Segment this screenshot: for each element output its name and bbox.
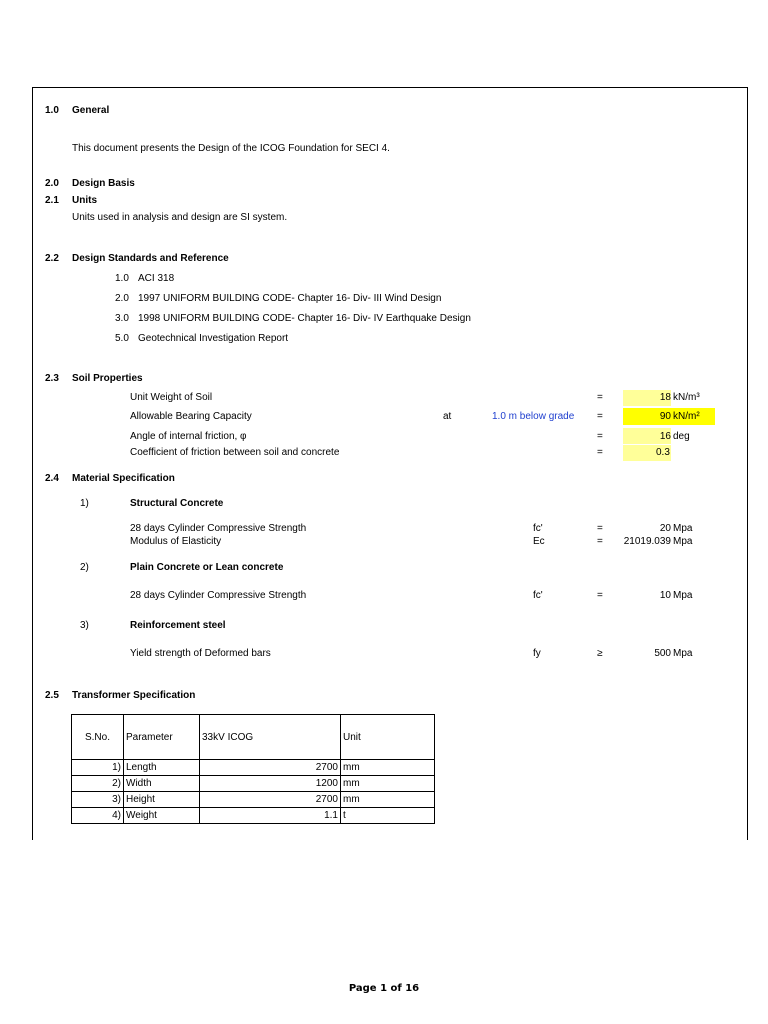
greater-equal-sign: ≥ — [597, 648, 603, 659]
material-value: 20 — [659, 523, 671, 534]
table-cell: mm — [341, 776, 435, 792]
section-number: 1.0 — [45, 105, 59, 116]
soil-label: Unit Weight of Soil — [130, 392, 213, 403]
table-cell: 3) — [72, 792, 124, 808]
material-unit: Mpa — [673, 648, 693, 659]
equals-sign: = — [597, 590, 603, 601]
standard-num: 5.0 — [115, 333, 129, 344]
table-header-row — [72, 715, 435, 760]
group-title: Reinforcement steel — [130, 620, 226, 631]
table-cell: 1.1 — [200, 808, 341, 824]
column-header: 33kV ICOG — [200, 715, 341, 760]
standard-text: 1998 UNIFORM BUILDING CODE- Chapter 16- Div- IV Earthquake Design — [138, 313, 471, 324]
soil-value: 90 — [659, 411, 671, 422]
material-symbol: fy — [533, 648, 541, 659]
table-cell: 1) — [72, 760, 124, 776]
table-cell: Weight — [124, 808, 200, 824]
soil-label: Coefficient of friction between soil and concrete — [130, 447, 340, 458]
material-value: 500 — [654, 648, 671, 659]
table-row — [72, 760, 435, 776]
standard-text: 1997 UNIFORM BUILDING CODE- Chapter 16- Div- III Wind Design — [138, 293, 442, 304]
section-title-material: Material Specification — [72, 473, 175, 484]
soil-unit: kN/m³ — [673, 392, 700, 403]
table-cell: t — [341, 808, 435, 824]
equals-sign: = — [597, 523, 603, 534]
table-cell: Width — [124, 776, 200, 792]
material-label: Modulus of Elasticity — [130, 536, 222, 547]
section-title-standards: Design Standards and Reference — [72, 253, 229, 264]
table-cell: 4) — [72, 808, 124, 824]
column-header: Unit — [341, 715, 435, 760]
group-title: Structural Concrete — [130, 498, 224, 509]
table-cell: Height — [124, 792, 200, 808]
soil-unit: kN/m² — [673, 411, 700, 422]
standard-text: ACI 318 — [138, 273, 175, 284]
group-number: 2) — [80, 562, 89, 573]
depth-note: 1.0 m below grade — [492, 411, 575, 422]
group-number: 1) — [80, 498, 89, 509]
table-cell: 2) — [72, 776, 124, 792]
table-row — [72, 808, 435, 824]
section-title-general: General — [72, 105, 110, 116]
material-symbol: Ec — [533, 536, 545, 547]
table-cell: 2700 — [200, 792, 341, 808]
column-header: S.No. — [72, 715, 124, 760]
table-cell: mm — [341, 760, 435, 776]
material-value: 21019.039 — [623, 536, 671, 547]
general-text: This document presents the Design of the ICOG Foundation for SECI 4. — [72, 143, 390, 154]
standard-num: 1.0 — [115, 273, 129, 284]
soil-value: 0.3 — [656, 447, 670, 458]
soil-value: 18 — [659, 392, 671, 403]
section-title-transformer: Transformer Specification — [72, 690, 196, 701]
standard-num: 2.0 — [115, 293, 129, 304]
equals-sign: = — [597, 392, 603, 403]
soil-label: Allowable Bearing Capacity — [130, 411, 252, 422]
section-number: 2.5 — [45, 690, 59, 701]
equals-sign: = — [597, 536, 603, 547]
table-row — [72, 776, 435, 792]
material-label: Yield strength of Deformed bars — [130, 648, 271, 659]
section-number: 2.1 — [45, 195, 59, 206]
column-header: Parameter — [124, 715, 200, 760]
material-label: 28 days Cylinder Compressive Strength — [130, 523, 307, 534]
units-text: Units used in analysis and design are SI system. — [72, 212, 288, 223]
section-number: 2.3 — [45, 373, 59, 384]
section-number: 2.2 — [45, 253, 59, 264]
table-cell: mm — [341, 792, 435, 808]
material-symbol: fc' — [533, 590, 543, 601]
table-cell: 2700 — [200, 760, 341, 776]
soil-value: 16 — [659, 431, 671, 442]
group-title: Plain Concrete or Lean concrete — [130, 562, 284, 573]
material-unit: Mpa — [673, 536, 693, 547]
standard-text: Geotechnical Investigation Report — [138, 333, 289, 344]
at-label: at — [443, 411, 452, 422]
material-unit: Mpa — [673, 590, 693, 601]
material-value: 10 — [659, 590, 671, 601]
material-symbol: fc' — [533, 523, 543, 534]
soil-unit: deg — [673, 431, 690, 442]
equals-sign: = — [597, 431, 603, 442]
page-number: Page 1 of 16 — [348, 983, 420, 994]
group-number: 3) — [80, 620, 89, 631]
section-title-units: Units — [72, 195, 97, 206]
section-number: 2.0 — [45, 178, 59, 189]
section-title-soil: Soil Properties — [72, 373, 143, 384]
section-number: 2.4 — [45, 473, 59, 484]
soil-label: Angle of internal friction, φ — [130, 431, 247, 442]
table-cell: 1200 — [200, 776, 341, 792]
transformer-table — [71, 714, 435, 824]
section-title-design-basis: Design Basis — [72, 178, 135, 189]
table-row — [72, 792, 435, 808]
equals-sign: = — [597, 411, 603, 422]
equals-sign: = — [597, 447, 603, 458]
table-cell: Length — [124, 760, 200, 776]
material-unit: Mpa — [673, 523, 693, 534]
material-label: 28 days Cylinder Compressive Strength — [130, 590, 307, 601]
standard-num: 3.0 — [115, 313, 129, 324]
